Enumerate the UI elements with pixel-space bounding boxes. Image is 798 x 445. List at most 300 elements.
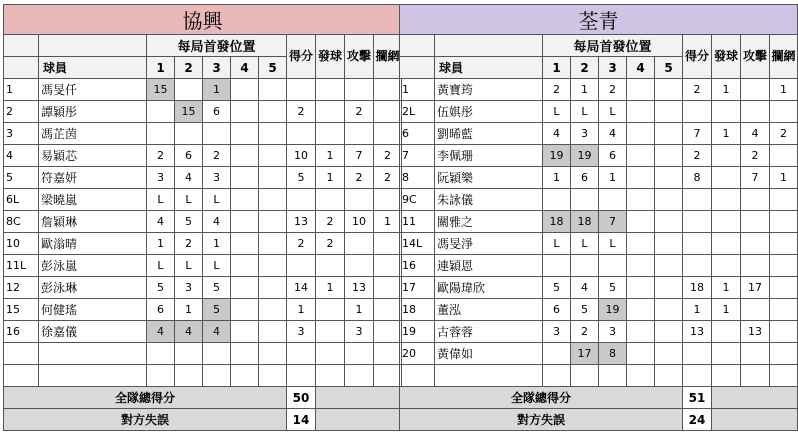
total-score-label: 全隊總得分 bbox=[400, 387, 683, 409]
table-row bbox=[4, 189, 402, 211]
player-number: 18 bbox=[400, 299, 435, 321]
position-cell bbox=[231, 101, 259, 123]
player-name: 何健瑤 bbox=[39, 299, 147, 321]
player-number: 1 bbox=[400, 79, 435, 101]
attack-cell: 7 bbox=[741, 167, 770, 189]
position-cell bbox=[571, 255, 599, 277]
table-row bbox=[400, 189, 798, 211]
position-number: 1 bbox=[543, 57, 571, 79]
score-cell bbox=[287, 343, 316, 365]
position-cell: 4 bbox=[175, 321, 203, 343]
opponent-errors-label: 對方失誤 bbox=[400, 409, 683, 431]
position-cell: 2 bbox=[175, 233, 203, 255]
position-cell bbox=[259, 255, 287, 277]
serve-cell: 2 bbox=[316, 233, 345, 255]
player-header: 球員 bbox=[435, 57, 543, 79]
player-name: 譚穎彤 bbox=[39, 101, 147, 123]
position-cell bbox=[627, 321, 655, 343]
position-cell bbox=[571, 189, 599, 211]
serve-cell: 2 bbox=[316, 211, 345, 233]
position-cell: 18 bbox=[543, 211, 571, 233]
block-cell bbox=[374, 321, 402, 343]
position-cell bbox=[627, 365, 655, 387]
block-cell: 1 bbox=[770, 167, 798, 189]
table-row bbox=[400, 167, 798, 189]
score-cell: 14 bbox=[287, 277, 316, 299]
score-cell bbox=[287, 189, 316, 211]
position-cell bbox=[543, 343, 571, 365]
player-name: 彭泳嵐 bbox=[39, 255, 147, 277]
player-number: 16 bbox=[4, 321, 39, 343]
position-cell: 1 bbox=[203, 233, 231, 255]
position-cell: 1 bbox=[543, 167, 571, 189]
position-cell bbox=[203, 123, 231, 145]
position-cell bbox=[627, 343, 655, 365]
position-cell: 2 bbox=[599, 79, 627, 101]
position-cell: 1 bbox=[147, 233, 175, 255]
block-cell bbox=[770, 365, 798, 387]
position-cell: L bbox=[175, 255, 203, 277]
position-cell: 2 bbox=[147, 145, 175, 167]
position-cell bbox=[599, 255, 627, 277]
score-cell bbox=[287, 79, 316, 101]
player-number: 19 bbox=[400, 321, 435, 343]
table-row bbox=[400, 101, 798, 123]
position-cell: 5 bbox=[599, 277, 627, 299]
attack-cell: 4 bbox=[741, 123, 770, 145]
attack-cell: 13 bbox=[345, 277, 374, 299]
position-cell bbox=[175, 79, 203, 101]
header-blank bbox=[39, 35, 147, 57]
score-cell bbox=[683, 233, 712, 255]
position-cell: 4 bbox=[147, 321, 175, 343]
block-cell bbox=[374, 299, 402, 321]
player-name: 馮旻淨 bbox=[435, 233, 543, 255]
position-cell bbox=[655, 145, 683, 167]
serve-cell bbox=[712, 211, 741, 233]
block-cell bbox=[374, 277, 402, 299]
block-cell bbox=[770, 321, 798, 343]
attack-cell bbox=[741, 211, 770, 233]
position-cell bbox=[627, 145, 655, 167]
position-cell: 5 bbox=[203, 299, 231, 321]
position-cell: 4 bbox=[571, 277, 599, 299]
score-cell: 2 bbox=[683, 79, 712, 101]
position-cell bbox=[627, 233, 655, 255]
player-name: 梁曉嵐 bbox=[39, 189, 147, 211]
position-cell: 4 bbox=[599, 123, 627, 145]
position-cell: 1 bbox=[175, 299, 203, 321]
player-name bbox=[435, 365, 543, 387]
position-cell: L bbox=[571, 233, 599, 255]
serve-cell bbox=[316, 343, 345, 365]
player-name: 劉晞藍 bbox=[435, 123, 543, 145]
table-row bbox=[400, 365, 798, 387]
player-name: 歐陽瑋欣 bbox=[435, 277, 543, 299]
player-name: 歐滃晴 bbox=[39, 233, 147, 255]
attack-cell: 2 bbox=[741, 145, 770, 167]
position-cell: L bbox=[203, 189, 231, 211]
player-number: 11L bbox=[4, 255, 39, 277]
player-name: 彭泳琳 bbox=[39, 277, 147, 299]
position-cell bbox=[655, 343, 683, 365]
position-cell: 8 bbox=[599, 343, 627, 365]
position-cell: 4 bbox=[203, 211, 231, 233]
team-name: 荃青 bbox=[400, 5, 798, 35]
position-cell bbox=[655, 211, 683, 233]
position-cell: 4 bbox=[147, 211, 175, 233]
position-cell bbox=[655, 189, 683, 211]
serve-cell bbox=[712, 101, 741, 123]
position-cell: 6 bbox=[571, 167, 599, 189]
position-cell bbox=[655, 79, 683, 101]
position-cell bbox=[571, 365, 599, 387]
total-score-label: 全隊總得分 bbox=[4, 387, 287, 409]
block-cell bbox=[770, 255, 798, 277]
position-cell bbox=[203, 343, 231, 365]
table-row bbox=[4, 233, 402, 255]
table-row bbox=[400, 277, 798, 299]
position-cell: 6 bbox=[543, 299, 571, 321]
block-cell bbox=[770, 343, 798, 365]
position-cell bbox=[655, 365, 683, 387]
team-b-panel bbox=[399, 4, 795, 442]
position-cell: 3 bbox=[175, 277, 203, 299]
player-name: 李佩珊 bbox=[435, 145, 543, 167]
block-cell bbox=[770, 211, 798, 233]
position-cell: 19 bbox=[571, 145, 599, 167]
player-number: 3 bbox=[4, 123, 39, 145]
score-cell bbox=[683, 343, 712, 365]
header-blank bbox=[400, 35, 435, 57]
player-number: 2 bbox=[4, 101, 39, 123]
position-cell: L bbox=[543, 101, 571, 123]
position-cell: 6 bbox=[599, 145, 627, 167]
table-row bbox=[400, 211, 798, 233]
position-cell bbox=[231, 211, 259, 233]
footer-blank bbox=[316, 387, 402, 409]
position-number: 5 bbox=[259, 57, 287, 79]
position-cell bbox=[655, 321, 683, 343]
player-number: 4 bbox=[4, 145, 39, 167]
serve-cell bbox=[712, 167, 741, 189]
position-cell bbox=[231, 299, 259, 321]
attack-header: 攻擊 bbox=[741, 35, 770, 79]
position-cell bbox=[231, 145, 259, 167]
player-name bbox=[39, 365, 147, 387]
position-cell bbox=[655, 233, 683, 255]
player-number: 16 bbox=[400, 255, 435, 277]
player-number: 2L bbox=[400, 101, 435, 123]
player-number: 8 bbox=[400, 167, 435, 189]
table-row bbox=[400, 79, 798, 101]
table-row bbox=[4, 101, 402, 123]
position-cell bbox=[543, 365, 571, 387]
score-cell bbox=[683, 189, 712, 211]
table-row bbox=[400, 145, 798, 167]
opponent-errors-label: 對方失誤 bbox=[4, 409, 287, 431]
player-number: 20 bbox=[400, 343, 435, 365]
serve-cell bbox=[712, 233, 741, 255]
score-header: 得分 bbox=[287, 35, 316, 79]
serve-cell bbox=[712, 365, 741, 387]
position-cell: L bbox=[147, 189, 175, 211]
position-cell bbox=[259, 123, 287, 145]
score-cell: 2 bbox=[287, 101, 316, 123]
block-cell: 1 bbox=[374, 211, 402, 233]
serve-cell: 1 bbox=[712, 299, 741, 321]
table-row bbox=[400, 123, 798, 145]
header-blank bbox=[400, 57, 435, 79]
opponent-errors-value: 24 bbox=[683, 409, 712, 431]
position-cell bbox=[147, 101, 175, 123]
serve-cell bbox=[712, 343, 741, 365]
position-cell bbox=[231, 321, 259, 343]
score-cell: 2 bbox=[287, 233, 316, 255]
position-number: 2 bbox=[175, 57, 203, 79]
position-cell bbox=[627, 101, 655, 123]
footer-blank bbox=[712, 387, 798, 409]
player-number bbox=[4, 365, 39, 387]
attack-cell: 17 bbox=[741, 277, 770, 299]
position-cell bbox=[231, 277, 259, 299]
position-cell: 1 bbox=[599, 167, 627, 189]
position-cell bbox=[175, 123, 203, 145]
player-number: 11 bbox=[400, 211, 435, 233]
position-cell bbox=[543, 255, 571, 277]
table-row bbox=[400, 299, 798, 321]
serve-cell bbox=[316, 123, 345, 145]
header-blank bbox=[435, 35, 543, 57]
header-blank bbox=[4, 35, 39, 57]
player-number: 7 bbox=[400, 145, 435, 167]
attack-cell bbox=[741, 343, 770, 365]
table-row bbox=[4, 79, 402, 101]
player-number: 10 bbox=[4, 233, 39, 255]
attack-cell bbox=[345, 123, 374, 145]
block-cell bbox=[374, 123, 402, 145]
position-cell bbox=[627, 189, 655, 211]
attack-cell bbox=[345, 189, 374, 211]
position-cell bbox=[259, 211, 287, 233]
attack-cell bbox=[345, 255, 374, 277]
serve-cell bbox=[316, 79, 345, 101]
player-name: 朱詠儀 bbox=[435, 189, 543, 211]
attack-cell: 3 bbox=[345, 321, 374, 343]
table-row bbox=[400, 255, 798, 277]
position-cell bbox=[259, 233, 287, 255]
position-cell: 3 bbox=[203, 167, 231, 189]
position-cell: 2 bbox=[543, 79, 571, 101]
position-cell: L bbox=[175, 189, 203, 211]
position-cell: 15 bbox=[147, 79, 175, 101]
position-cell: 5 bbox=[203, 277, 231, 299]
table-row bbox=[4, 167, 402, 189]
serve-cell bbox=[712, 145, 741, 167]
score-cell: 3 bbox=[287, 321, 316, 343]
table-row bbox=[4, 277, 402, 299]
position-cell: 19 bbox=[599, 299, 627, 321]
position-cell: 5 bbox=[571, 299, 599, 321]
footer-blank bbox=[712, 409, 798, 431]
position-cell: 3 bbox=[147, 167, 175, 189]
block-cell: 2 bbox=[374, 145, 402, 167]
player-name: 伍娸彤 bbox=[435, 101, 543, 123]
position-cell: 2 bbox=[203, 145, 231, 167]
player-number: 14L bbox=[400, 233, 435, 255]
position-cell bbox=[627, 211, 655, 233]
attack-cell bbox=[741, 233, 770, 255]
attack-cell: 7 bbox=[345, 145, 374, 167]
position-cell bbox=[627, 277, 655, 299]
score-cell: 1 bbox=[287, 299, 316, 321]
player-number bbox=[4, 343, 39, 365]
serve-cell: 1 bbox=[316, 277, 345, 299]
block-cell bbox=[374, 189, 402, 211]
block-header: 攔網 bbox=[770, 35, 798, 79]
position-cell bbox=[259, 299, 287, 321]
table-row bbox=[4, 365, 402, 387]
table-row bbox=[4, 299, 402, 321]
serve-cell bbox=[316, 101, 345, 123]
score-cell bbox=[683, 211, 712, 233]
position-cell bbox=[203, 365, 231, 387]
position-number: 1 bbox=[147, 57, 175, 79]
position-cell: L bbox=[543, 233, 571, 255]
position-cell: 4 bbox=[203, 321, 231, 343]
block-cell bbox=[374, 343, 402, 365]
block-cell bbox=[374, 79, 402, 101]
positions-header: 每局首發位置 bbox=[543, 35, 683, 57]
position-cell bbox=[655, 255, 683, 277]
position-cell bbox=[627, 79, 655, 101]
position-cell: 18 bbox=[571, 211, 599, 233]
player-number: 6L bbox=[4, 189, 39, 211]
player-name: 馮旻仟 bbox=[39, 79, 147, 101]
position-cell: L bbox=[203, 255, 231, 277]
header-blank bbox=[4, 57, 39, 79]
serve-cell bbox=[712, 321, 741, 343]
attack-cell bbox=[741, 189, 770, 211]
position-cell: 3 bbox=[599, 321, 627, 343]
player-number: 9C bbox=[400, 189, 435, 211]
score-cell bbox=[683, 101, 712, 123]
score-cell: 5 bbox=[287, 167, 316, 189]
block-cell: 2 bbox=[770, 123, 798, 145]
score-cell bbox=[683, 255, 712, 277]
stats-table bbox=[399, 4, 798, 431]
table-row bbox=[4, 145, 402, 167]
position-cell bbox=[655, 299, 683, 321]
block-cell bbox=[374, 233, 402, 255]
position-cell bbox=[175, 365, 203, 387]
position-cell bbox=[627, 255, 655, 277]
player-number: 5 bbox=[4, 167, 39, 189]
block-cell bbox=[374, 101, 402, 123]
player-name: 詹穎琳 bbox=[39, 211, 147, 233]
player-name: 徐嘉儀 bbox=[39, 321, 147, 343]
attack-cell bbox=[741, 255, 770, 277]
position-number: 5 bbox=[655, 57, 683, 79]
player-number: 1 bbox=[4, 79, 39, 101]
score-cell: 18 bbox=[683, 277, 712, 299]
block-cell bbox=[770, 233, 798, 255]
position-cell bbox=[231, 343, 259, 365]
serve-cell bbox=[712, 189, 741, 211]
serve-cell bbox=[316, 365, 345, 387]
serve-cell bbox=[316, 299, 345, 321]
position-cell bbox=[259, 79, 287, 101]
position-cell bbox=[259, 145, 287, 167]
player-name: 古蓉蓉 bbox=[435, 321, 543, 343]
serve-cell bbox=[316, 189, 345, 211]
player-name bbox=[39, 343, 147, 365]
position-number: 3 bbox=[599, 57, 627, 79]
position-cell bbox=[231, 79, 259, 101]
player-name: 關雅之 bbox=[435, 211, 543, 233]
position-cell bbox=[231, 123, 259, 145]
position-cell bbox=[259, 101, 287, 123]
position-cell bbox=[627, 299, 655, 321]
position-cell: 19 bbox=[543, 145, 571, 167]
position-cell bbox=[259, 167, 287, 189]
block-cell: 2 bbox=[374, 167, 402, 189]
position-cell: L bbox=[599, 101, 627, 123]
serve-cell: 1 bbox=[712, 79, 741, 101]
attack-header: 攻擊 bbox=[345, 35, 374, 79]
player-name: 馮芷茵 bbox=[39, 123, 147, 145]
position-cell bbox=[655, 101, 683, 123]
position-cell: 5 bbox=[543, 277, 571, 299]
team-a-panel bbox=[3, 4, 399, 442]
serve-cell bbox=[316, 255, 345, 277]
score-cell bbox=[287, 365, 316, 387]
score-cell: 1 bbox=[683, 299, 712, 321]
block-cell bbox=[770, 189, 798, 211]
position-cell: 6 bbox=[203, 101, 231, 123]
position-cell bbox=[231, 365, 259, 387]
block-cell: 1 bbox=[770, 79, 798, 101]
opponent-errors-value: 14 bbox=[287, 409, 316, 431]
score-cell: 10 bbox=[287, 145, 316, 167]
positions-header: 每局首發位置 bbox=[147, 35, 287, 57]
serve-cell: 1 bbox=[316, 145, 345, 167]
attack-cell: 1 bbox=[345, 299, 374, 321]
table-row bbox=[4, 255, 402, 277]
position-cell bbox=[231, 255, 259, 277]
position-number: 3 bbox=[203, 57, 231, 79]
position-cell: 5 bbox=[175, 211, 203, 233]
table-row bbox=[4, 211, 402, 233]
serve-cell bbox=[712, 255, 741, 277]
table-row bbox=[400, 343, 798, 365]
player-header: 球員 bbox=[39, 57, 147, 79]
serve-cell: 1 bbox=[712, 123, 741, 145]
position-cell bbox=[655, 167, 683, 189]
position-cell bbox=[655, 123, 683, 145]
position-cell bbox=[259, 277, 287, 299]
score-cell: 13 bbox=[683, 321, 712, 343]
position-cell: 15 bbox=[175, 101, 203, 123]
serve-header: 發球 bbox=[712, 35, 741, 79]
position-cell: 4 bbox=[175, 167, 203, 189]
score-header: 得分 bbox=[683, 35, 712, 79]
attack-cell bbox=[741, 365, 770, 387]
position-number: 2 bbox=[571, 57, 599, 79]
position-cell bbox=[231, 167, 259, 189]
player-number: 15 bbox=[4, 299, 39, 321]
position-number: 4 bbox=[627, 57, 655, 79]
